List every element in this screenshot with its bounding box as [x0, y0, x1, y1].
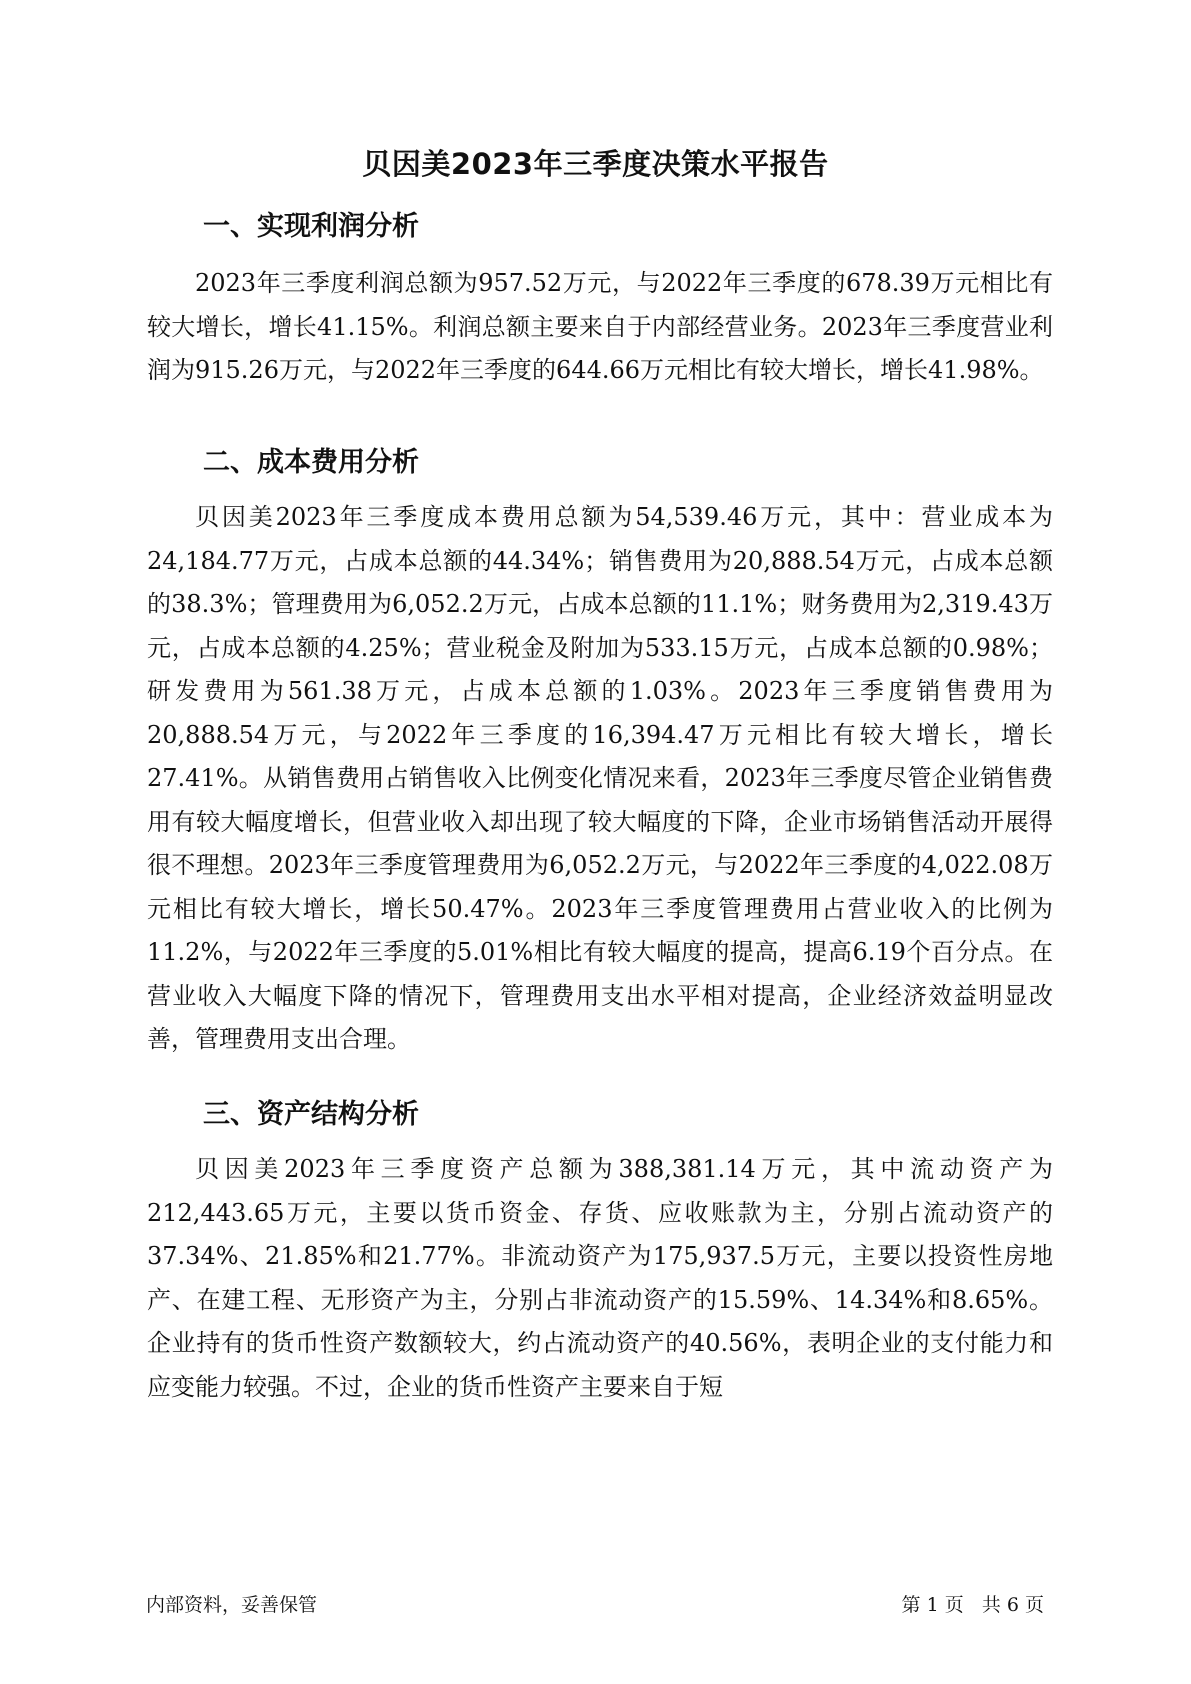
section-paragraph-assets: 贝因美2023年三季度资产总额为388,381.14万元，其中流动资产为212,443.65万元，主要以货币资金、存货、应收账款为主，分别占流动资产的37.34%、21.85%和21.77%。非流动资产为175,937.5万元，主要以投资性房地产、在建工程、无形资产为主，分别占非流动资产的15.59%、14.34%和8.65%。企业持有的货币性资产数额较大，约占流动资产的40.56%，表明企业的支付能力和应变能力较强。不过，企业的货币性资产主要来自于短 [147, 1155, 1053, 1401]
section-paragraph-cost: 贝因美2023年三季度成本费用总额为54,539.46万元，其中：营业成本为24,184.77万元，占成本总额的44.34%；销售费用为20,888.54万元，占成本总额的38.3%；管理费用为6,052.2万元，占成本总额的11.1%；财务费用为2,319.43万元，占成本总额的4.25%；营业税金及附加为533.15万元，占成本总额的0.98%；研发费用为561.38万元，占成本总额的1.03%。2023年三季度销售费用为20,888.54万元，与2022年三季度的16,394.47万元相比有较大增长，增长27.41%。从销售费用占销售收入比例变化情况来看，2023年三季度尽管企业销售费用有较大幅度增长，但营业收入却出现了较大幅度的下降，企业市场销售活动开展得很不理想。2023年三季度管理费用为6,052.2万元，与2022年三季度的4,022.08万元相比有较大增长，增长50.47%。2023年三季度管理费用占营业收入的比例为11.2%，与2022年三季度的5.01%相比有较大幅度的提高，提高6.19个百分点。在营业收入大幅度下降的情况下，管理费用支出水平相对提高，企业经济效益明显改善，管理费用支出合理。 [147, 503, 1053, 1053]
document-title: 贝因美2023年三季度决策水平报告 [362, 147, 829, 181]
footer-confidential-note: 内部资料，妥善保管 [146, 1594, 318, 1616]
section-heading-profit: 一、实现利润分析 [203, 211, 419, 242]
section-heading-assets: 三、资产结构分析 [203, 1099, 419, 1130]
section-paragraph-profit: 2023年三季度利润总额为957.52万元，与2022年三季度的678.39万元相比有较大增长，增长41.15%。利润总额主要来自于内部经营业务。2023年三季度营业利润为915.26万元，与2022年三季度的644.66万元相比有较大增长，增长41.98%。 [147, 269, 1053, 384]
footer-page-number: 第 1 页 共 6 页 [901, 1594, 1044, 1616]
section-heading-cost: 二、成本费用分析 [203, 447, 419, 478]
